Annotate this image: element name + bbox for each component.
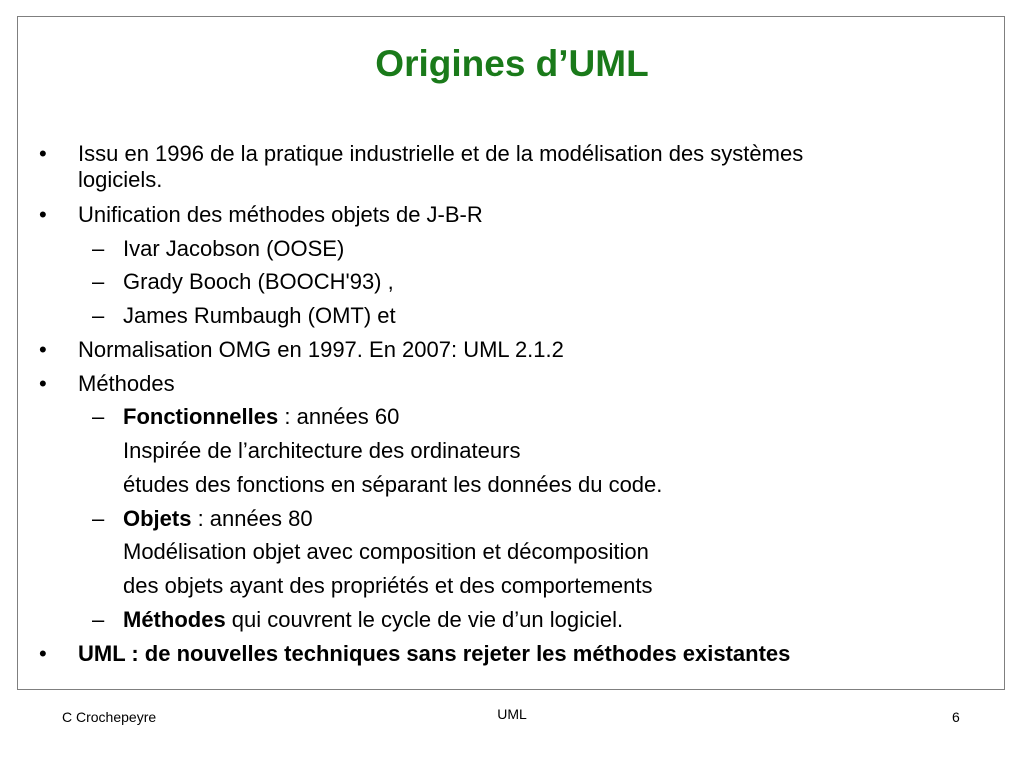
- dash-marker: –: [92, 303, 105, 328]
- sub-bullet-continued: Inspirée de l’architecture des ordinateurs: [123, 438, 521, 463]
- sub-bullet-text: Grady Booch (BOOCH'93) ,: [123, 269, 394, 294]
- dash-marker: –: [92, 269, 105, 294]
- dash-marker: –: [92, 404, 105, 429]
- sub-bullet-continued: études des fonctions en séparant les données du code.: [123, 472, 663, 497]
- page-number: 6: [952, 709, 960, 725]
- footer-title: UML: [497, 706, 527, 722]
- sub-bullet-rest: qui couvrent le cycle de vie d’un logiciel.: [225, 607, 624, 632]
- bullet-text: Unification des méthodes objets de J-B-R: [78, 202, 483, 227]
- bullet-marker: •: [39, 371, 47, 396]
- sub-bullet-bold: Fonctionnelles: [123, 404, 279, 429]
- sub-bullet-bold: Méthodes: [123, 607, 226, 632]
- sub-bullet-rest: : années 80: [191, 506, 313, 531]
- bullet-marker: •: [39, 141, 47, 166]
- bullet-text: Méthodes: [78, 371, 175, 396]
- bullet-marker: •: [39, 202, 47, 227]
- bullet-text: Normalisation OMG en 1997. En 2007: UML 2.1.2: [78, 337, 564, 362]
- sub-bullet-continued: Modélisation objet avec composition et décomposition: [123, 539, 649, 564]
- bullet-marker: •: [39, 641, 47, 666]
- sub-bullet-text: Ivar Jacobson (OOSE): [123, 236, 345, 261]
- bullet-text-bold: UML : de nouvelles techniques sans rejeter les méthodes existantes: [78, 641, 791, 666]
- sub-bullet-text: [123, 506, 313, 532]
- sub-bullet-rest: : années 60: [278, 404, 400, 429]
- dash-marker: –: [92, 607, 105, 632]
- sub-bullet-text: James Rumbaugh (OMT) et: [123, 303, 396, 328]
- dash-marker: –: [92, 506, 105, 531]
- bullet-marker: •: [39, 337, 47, 362]
- dash-marker: –: [92, 236, 105, 261]
- bullet-text: Issu en 1996 de la pratique industrielle et de la modélisation des systèmes: [78, 141, 804, 166]
- footer-author: C Crochepeyre: [62, 709, 157, 725]
- slide-title: Origines d’UML: [375, 43, 649, 84]
- sub-bullet-text: [123, 607, 623, 633]
- sub-bullet-continued: des objets ayant des propriétés et des comportements: [123, 573, 653, 598]
- sub-bullet-bold: Objets: [123, 506, 192, 531]
- sub-bullet-text: [123, 404, 399, 430]
- bullet-text-continued: logiciels.: [78, 167, 163, 192]
